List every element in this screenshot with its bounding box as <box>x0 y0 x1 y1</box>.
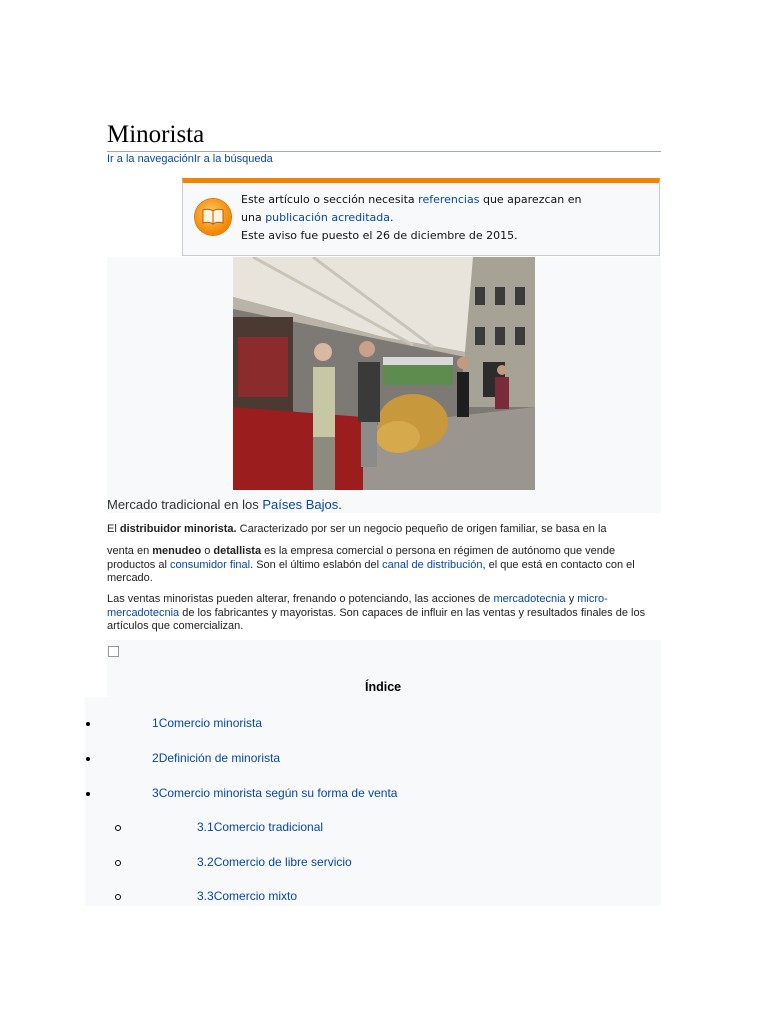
p2-text-f: . Son el último eslabón del <box>250 558 383 571</box>
referencias-link[interactable]: referencias <box>418 193 480 206</box>
toc-label: Comercio minorista <box>158 716 263 730</box>
notice-date: Este aviso fue puesto el 26 de diciembre de 2015. <box>241 229 518 242</box>
notice-text-2: que aparezcan en <box>479 193 582 206</box>
toc-item-3-2[interactable] <box>197 855 352 869</box>
market-photo[interactable] <box>233 257 535 490</box>
notice-text <box>241 191 651 245</box>
toc-heading: Índice <box>365 680 402 694</box>
p2-text-a: venta en <box>107 545 153 557</box>
toc-item-1[interactable] <box>152 716 262 730</box>
paragraph-intro <box>107 523 662 537</box>
toc-number: 3 <box>152 786 159 800</box>
toc-item-3-1[interactable] <box>197 820 323 834</box>
canal-de-distribucion-link[interactable]: canal de distribución <box>382 558 483 571</box>
notice-text-4: . <box>389 211 394 224</box>
notice-text-3: una <box>241 211 266 224</box>
book-icon <box>195 199 231 235</box>
micro-mercadotecnia-link[interactable]: micro-mercadotecnia <box>107 593 608 619</box>
jump-links <box>107 153 273 165</box>
toc-circle-bullet-icon <box>115 825 121 831</box>
toc-bullet-icon <box>86 792 90 796</box>
jump-to-navigation-link[interactable]: Ir a la navegación <box>107 153 194 165</box>
paragraph-sales <box>107 593 662 634</box>
p2-bold-menudeo: menudeo <box>152 545 202 557</box>
toc-label: Comercio de libre servicio <box>213 855 352 869</box>
page-title: Minorista <box>107 120 661 152</box>
toc-label: Definición de minorista <box>158 751 281 765</box>
toc-number: 3.1 <box>197 820 214 834</box>
toc-item-3[interactable] <box>152 786 397 800</box>
p2-bold-detallista: detallista <box>213 545 262 557</box>
toc-number: 3.3 <box>197 889 214 903</box>
toc-label: Comercio minorista según su forma de venta <box>158 786 398 800</box>
publicacion-acreditada-link[interactable]: publicación acreditada <box>265 211 390 224</box>
references-notice-box <box>182 178 660 256</box>
jump-to-search-link[interactable]: Ir a la búsqueda <box>193 153 273 165</box>
notice-text-1: Este artículo o sección necesita <box>241 193 419 206</box>
mercadotecnia-link[interactable]: mercadotecnia <box>493 593 566 605</box>
toc-bullet-icon <box>86 757 90 761</box>
p1-text-c: Caracterizado por ser un negocio pequeño de origen familiar, se basa en la <box>236 523 607 535</box>
p1-bold: distribuidor minorista. <box>119 523 237 535</box>
toc-label: Comercio mixto <box>213 889 298 903</box>
caption-text: Mercado tradicional en los <box>107 497 263 512</box>
toc-toggle-checkbox[interactable] <box>108 646 119 657</box>
toc-number: 1 <box>152 716 159 730</box>
p3-text-a: Las ventas minoristas pueden alterar, frenando o potenciando, las acciones de <box>107 593 494 605</box>
toc-bullet-icon <box>86 722 90 726</box>
toc-circle-bullet-icon <box>115 894 121 900</box>
p3-text-c: de los fabricantes y mayoristas. Son capaces de influir en las ventas y resultados finales de los artículos que comercializan. <box>107 606 646 632</box>
p2-text-e: es la empresa comercial o persona en régimen de autónomo que vende productos al <box>107 545 616 571</box>
p3-text-b: y <box>565 593 578 605</box>
paises-bajos-link[interactable]: Países Bajos <box>262 497 339 512</box>
toc-item-3-3[interactable] <box>197 889 297 903</box>
figure-caption <box>107 497 342 512</box>
p2-text-c: o <box>201 545 214 557</box>
toc-circle-bullet-icon <box>115 860 121 866</box>
toc-label: Comercio tradicional <box>213 820 324 834</box>
consumidor-final-link[interactable]: consumidor final <box>169 558 251 571</box>
p2-text-g: , el que está en contacto con el mercado. <box>107 558 635 584</box>
toc-bullet-margin <box>85 697 107 906</box>
p1-text-a: El <box>107 523 120 535</box>
toc-item-2[interactable] <box>152 751 280 765</box>
paragraph-definition <box>107 545 662 586</box>
toc-number: 3.2 <box>197 855 214 869</box>
toc-number: 2 <box>152 751 159 765</box>
caption-period: . <box>338 497 342 512</box>
